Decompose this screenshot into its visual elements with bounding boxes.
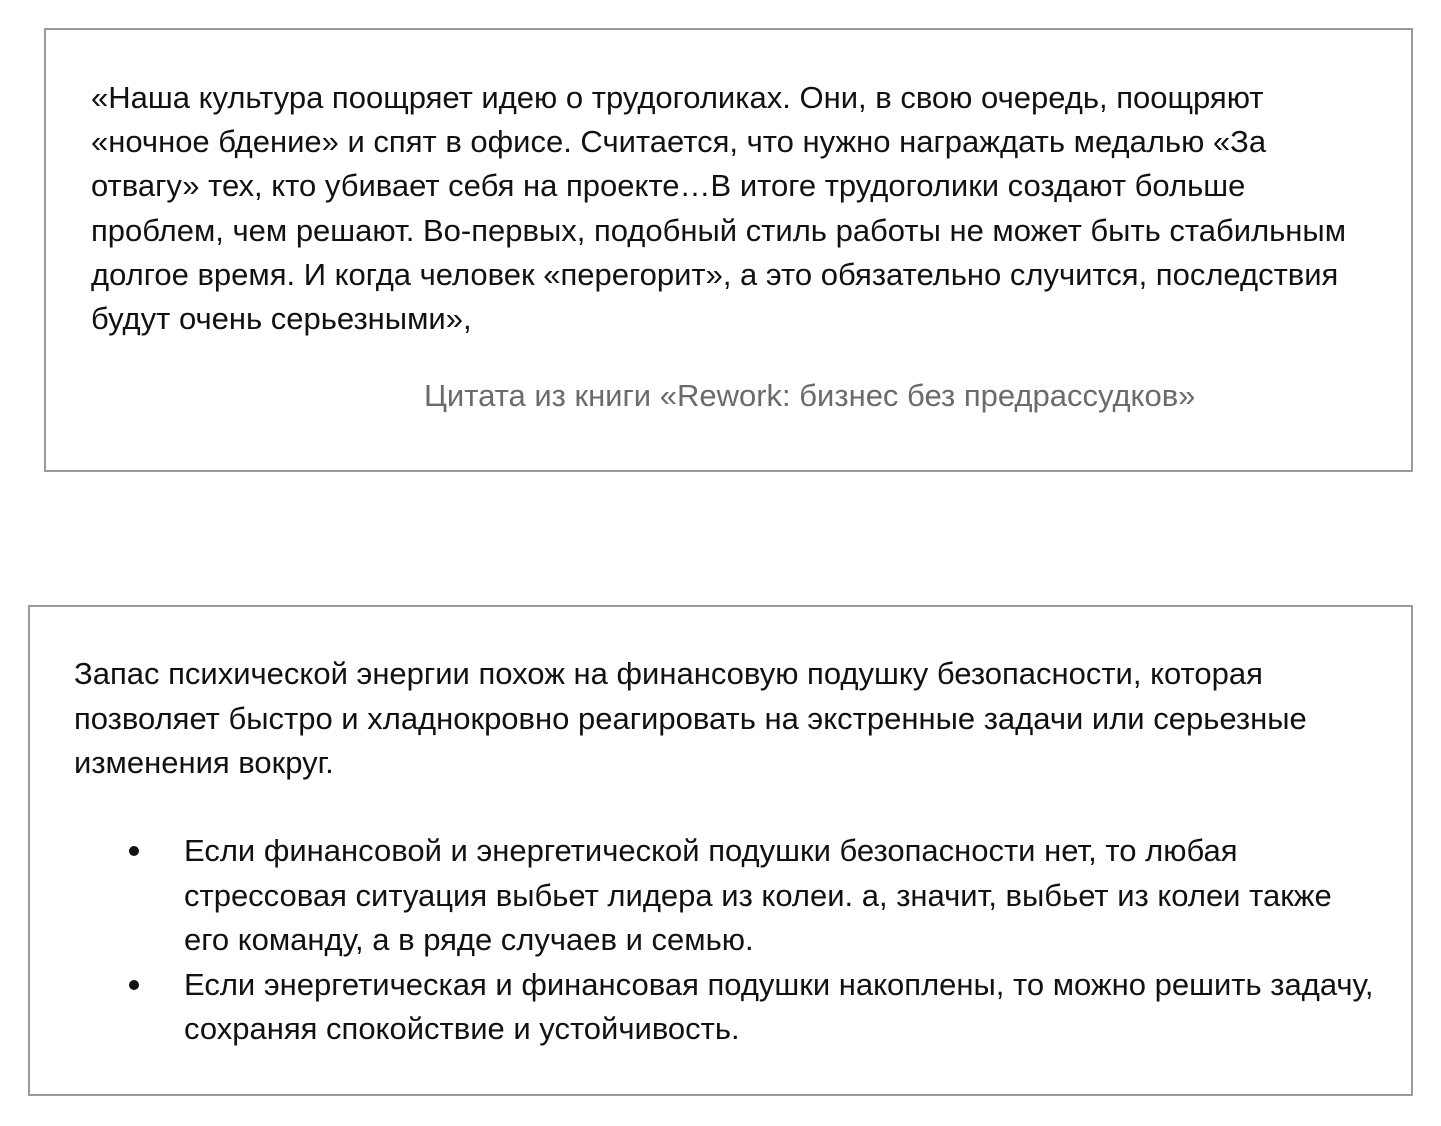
- quote-box: [44, 28, 1413, 472]
- energy-intro-text: Запас психической энергии похож на финансовую подушку безопасности, которая позволяет быстро и хладнокровно реагировать на экстренные задачи или серьезные изменения вокруг.: [74, 656, 1307, 780]
- bullet-text: Если энергетическая и финансовая подушки накоплены, то можно решить задачу, сохраняя спокойствие и устойчивость.: [184, 966, 1374, 1046]
- energy-reserve-box: [28, 605, 1413, 1096]
- bullet-item: [74, 829, 1384, 963]
- quote-text: «Наша культура поощряет идею о трудоголиках. Они, в свою очередь, поощряют «ночное бдение» и спят в офисе. Считается, что нужно награждать медалью «За отвагу» тех, кто убивает себя на проекте…В итоге трудоголики создают больше проблем, чем решают. Во-первых, подобный стиль работы не может быть стабильным долгое время. И когда человек «перегорит», а это обязательно случится, последствия будут очень серьезными»,: [91, 80, 1347, 337]
- quote-source: Цитата из книги «Rework: бизнес без предрассудков»: [424, 378, 1196, 413]
- bullet-text: Если финансовой и энергетической подушки безопасности нет, то любая стрессовая ситуация выбьет лидера из колеи. а, значит, выбьет из колеи также его команду, а в ряде случаев и семью.: [184, 833, 1332, 957]
- bullet-dot-icon: [129, 846, 139, 856]
- bullet-dot-icon: [129, 980, 139, 990]
- bullet-list: [74, 829, 1384, 1052]
- bullet-item: [74, 963, 1384, 1052]
